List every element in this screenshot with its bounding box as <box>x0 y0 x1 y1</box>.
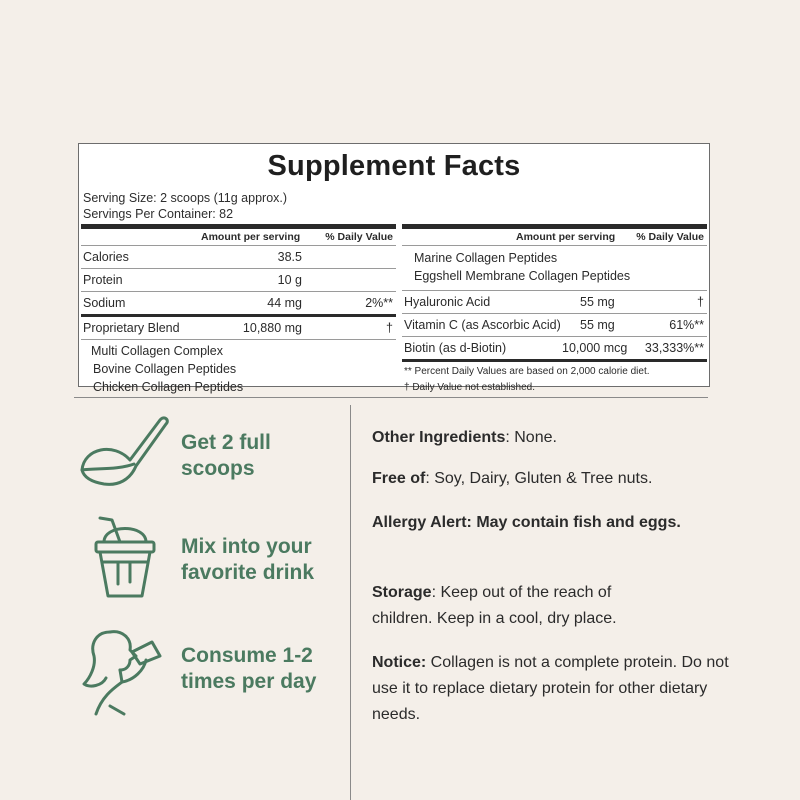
facts-left-column <box>81 224 396 400</box>
notice-label: Notice: <box>372 654 427 671</box>
blend-item: Chicken Collagen Peptides <box>93 380 244 394</box>
facts-row <box>81 246 396 269</box>
nutrient-dv: 61%** <box>669 318 704 332</box>
free-of <box>372 466 732 492</box>
nutrient-name: Calories <box>83 250 129 264</box>
drinking-person-icon <box>80 626 170 718</box>
step-line: scoops <box>181 457 255 480</box>
step-mix <box>181 534 314 586</box>
notice <box>372 650 737 728</box>
nutrient-dv: † <box>386 321 393 335</box>
serving-size: Serving Size: 2 scoops (11g approx.) <box>83 191 288 205</box>
blend-item: Bovine Collagen Peptides <box>93 362 237 376</box>
nutrient-name: Protein <box>83 273 123 287</box>
allergy-alert <box>372 510 692 536</box>
nutrient-name: Sodium <box>83 296 126 310</box>
vertical-divider <box>350 405 351 800</box>
cup-icon <box>90 514 160 604</box>
nutrient-name: Vitamin C (as Ascorbic Acid) <box>404 318 561 332</box>
servings-per-container: Servings Per Container: 82 <box>83 207 234 221</box>
dv-header: % Daily Value <box>325 231 393 243</box>
nutrient-amount: 38.5 <box>277 250 302 264</box>
dv-header: % Daily Value <box>636 231 704 243</box>
footnote-not-established: † Daily Value not established. <box>404 382 536 393</box>
nutrient-amount: 44 mg <box>267 296 302 310</box>
blend-item: Multi Collagen Complex <box>91 344 224 358</box>
free-of-value: : Soy, Dairy, Gluten & Tree nuts. <box>425 470 653 487</box>
facts-left-header <box>81 224 396 246</box>
supplement-facts-panel <box>78 143 710 394</box>
nutrient-amount: 10,000 mcg <box>562 341 628 355</box>
nutrient-dv: 2%** <box>365 296 393 310</box>
amount-header: Amount per serving <box>201 231 301 243</box>
nutrient-name: Proprietary Blend <box>83 321 180 335</box>
nutrient-amount: 55 mg <box>580 295 615 309</box>
nutrient-amount: 10 g <box>277 273 302 287</box>
step-line: Get 2 full <box>181 431 271 454</box>
facts-row <box>402 337 707 362</box>
other-ingredients-value: : None. <box>505 429 557 446</box>
blend-item: Eggshell Membrane Collagen Peptides <box>414 269 631 283</box>
storage-value: : Keep out of the reach of children. Keep in a cool, dry place. <box>372 584 617 627</box>
facts-row <box>81 292 396 317</box>
nutrient-name: Biotin (as d-Biotin) <box>404 341 507 355</box>
facts-row <box>402 314 707 337</box>
other-ingredients <box>372 425 732 451</box>
footnote-dv: ** Percent Daily Values are based on 2,000 calorie diet. <box>404 366 650 377</box>
facts-row <box>81 269 396 292</box>
facts-right-header <box>402 224 707 246</box>
step-line: favorite drink <box>181 561 315 584</box>
step-line: Mix into your <box>181 535 312 558</box>
storage-label: Storage <box>372 584 432 601</box>
notice-value: Collagen is not a complete protein. Do not use it to replace dietary protein for other dietary needs. <box>372 654 729 723</box>
facts-row <box>81 317 396 340</box>
nutrient-amount: 55 mg <box>580 318 615 332</box>
facts-row <box>402 291 707 314</box>
facts-right-column <box>402 224 707 398</box>
step-scoops <box>181 430 271 482</box>
nutrient-amount: 10,880 mg <box>242 321 302 335</box>
step-line: Consume 1-2 <box>181 644 313 667</box>
step-consume <box>181 643 316 695</box>
nutrient-name: Hyaluronic Acid <box>404 295 491 309</box>
blend-item: Marine Collagen Peptides <box>414 251 558 265</box>
other-ingredients-label: Other Ingredients <box>372 429 506 446</box>
amount-header: Amount per serving <box>516 231 616 243</box>
nutrient-dv: 33,333%** <box>644 341 704 355</box>
allergy-alert-text: Allergy Alert: May contain fish and eggs. <box>372 514 681 531</box>
storage <box>372 580 672 632</box>
nutrient-dv: † <box>697 295 704 309</box>
scoop-icon <box>78 412 170 492</box>
free-of-label: Free of <box>372 470 426 487</box>
horizontal-divider <box>74 397 708 398</box>
facts-title: Supplement Facts <box>267 150 521 182</box>
step-line: times per day <box>181 670 317 693</box>
